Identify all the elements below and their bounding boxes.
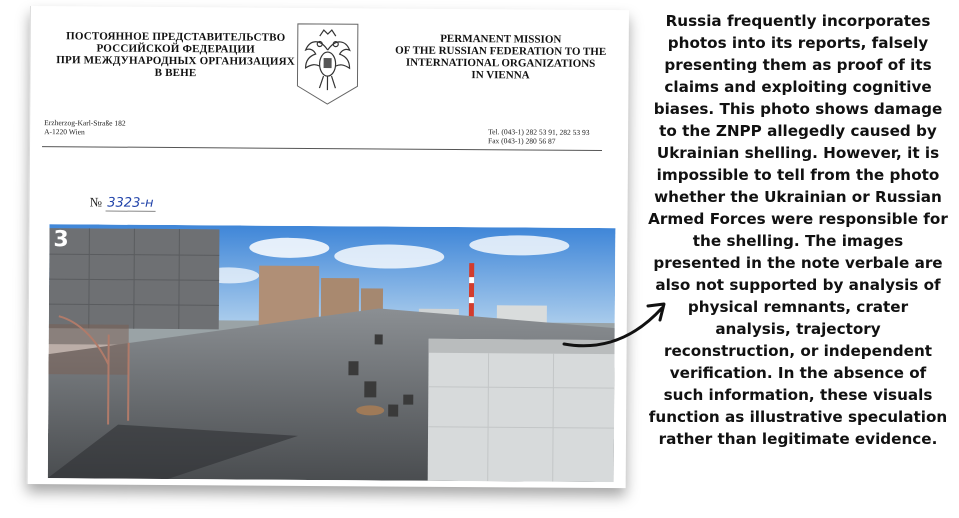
number-prefix: №	[89, 194, 103, 210]
analysis-caption: Russia frequently incorporates photos into its reports, falsely presenting them as proof of its claims and exploiting cognitive biases. This photo shows damage to the ZNPP allegedly caused by Ukrainian shelling. However, it is impossible to tell from the photo whether the Ukrainian or Russian Armed Forces were responsible for the shelling. The images presented in the note verbale are also not supported by analysis of physical remnants, crater analysis, trajectory reconstruction, or independent verification. In the absence of such information, these visuals function as illustrative speculation rather than legitimate evidence.	[648, 12, 948, 448]
ru-title-line: В ВЕНЕ	[154, 66, 197, 80]
mission-contact	[488, 127, 589, 146]
english-mission-title	[385, 32, 615, 82]
note-number	[90, 194, 156, 210]
mission-address	[44, 118, 126, 137]
photo-corner-label: 3	[53, 227, 69, 253]
double-headed-eagle-icon	[293, 20, 362, 106]
znpp-roof-photo	[48, 224, 616, 482]
en-title-line: INTERNATIONAL ORGANIZATIONS	[405, 56, 596, 70]
contact-line: Fax (043-1) 280 56 87	[488, 136, 556, 146]
ru-title-line: ПРИ МЕЖДУНАРОДНЫХ ОРГАНИЗАЦИЯХ	[56, 54, 295, 68]
ru-title-line: ПОСТОЯННОЕ ПРЕДСТАВИТЕЛЬСТВО	[66, 30, 286, 44]
ru-title-line: РОССИЙСКОЙ ФЕДЕРАЦИИ	[96, 42, 255, 56]
en-title-line: OF THE RUSSIAN FEDERATION TO THE	[395, 44, 607, 59]
address-line: A-1220 Wien	[44, 127, 85, 137]
en-title-line: PERMANENT MISSION	[440, 32, 562, 46]
en-title-line: IN VIENNA	[471, 69, 530, 82]
note-verbale-document	[27, 6, 629, 488]
handwritten-number: 3323-н	[105, 196, 155, 212]
russian-mission-title	[50, 30, 300, 80]
contact-line: Tel. (043-1) 282 53 91, 282 53 93	[488, 127, 590, 137]
address-line: Erzherzog-Karl-Straße 182	[44, 118, 126, 128]
letterhead-divider	[42, 146, 602, 151]
